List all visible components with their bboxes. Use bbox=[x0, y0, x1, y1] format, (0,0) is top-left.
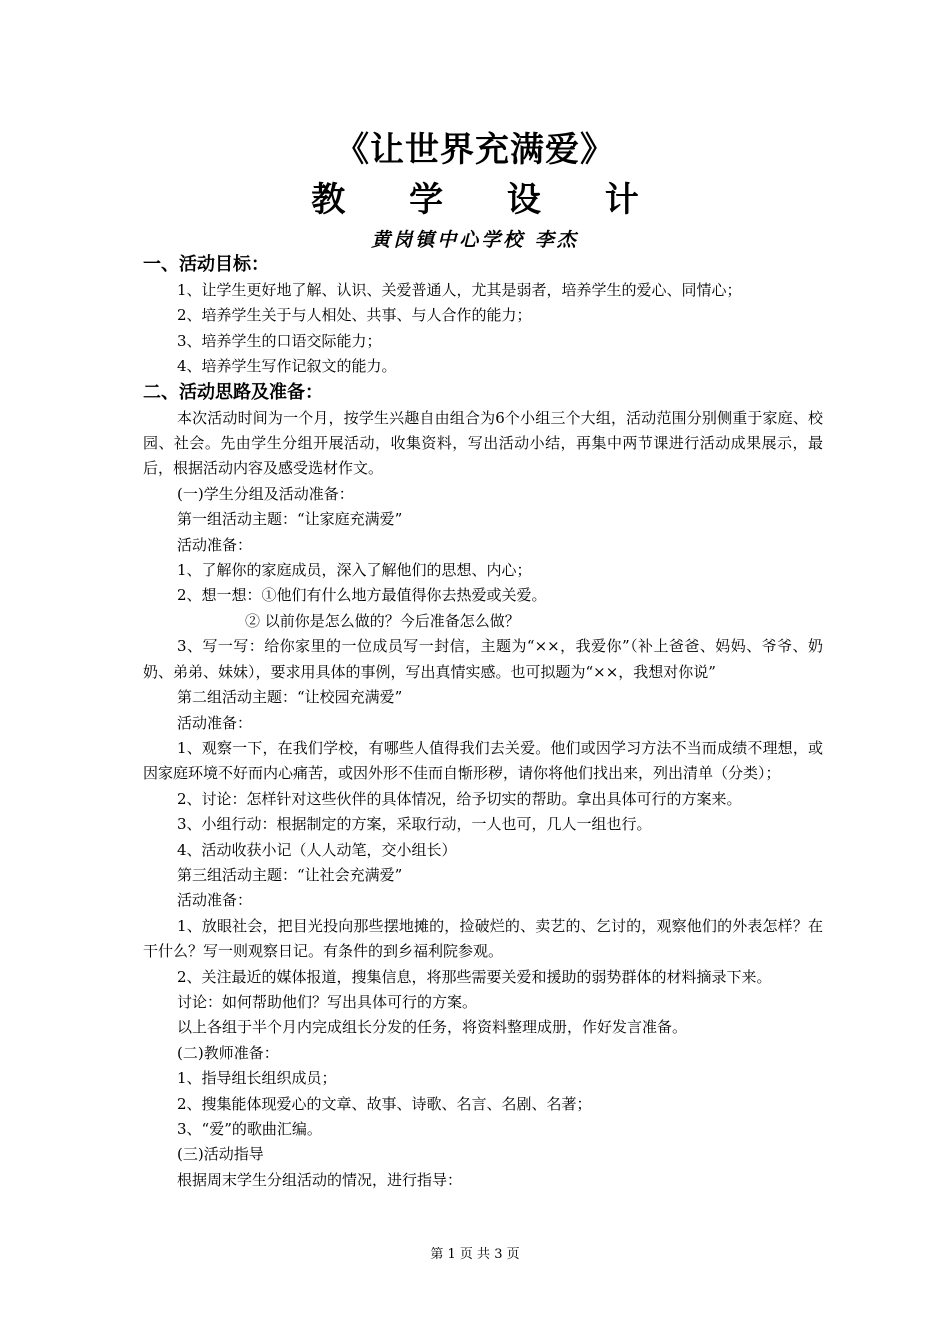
section-heading-plan: 二、活动思路及准备： bbox=[143, 381, 323, 403]
paragraph: 2、讨论：怎样针对这些伙伴的具体情况，给予切实的帮助。拿出具体可行的方案来。 bbox=[177, 789, 742, 808]
paragraph: 2、培养学生关于与人相处、共事、与人合作的能力； bbox=[177, 306, 532, 325]
paragraph: 1、放眼社会，把目光投向那些摆地摊的，捡破烂的、卖艺的、乞讨的，观察他们的外表怎样？在干什么？写一则观察日记。有条件的到乡福利院参观。 bbox=[143, 916, 823, 961]
paragraph: 第三组活动主题：“让社会充满爱” bbox=[177, 865, 403, 884]
paragraph: 4、活动收获小记（人人动笔，交小组长） bbox=[177, 840, 457, 859]
paragraph: 2、想一想：①他们有什么地方最值得你去热爱或关爱。 bbox=[177, 586, 547, 605]
paragraph: 本次活动时间为一个月，按学生兴趣自由组合为6个小组三个大组，活动范围分别侧重于家庭、校园、社会。先由学生分组开展活动，收集资料，写出活动小结，再集中两节课进行活动成果展示，最后，根据活动内容及感受选材作文。 bbox=[143, 408, 823, 478]
paragraph: 2、搜集能体现爱心的文章、故事、诗歌、名言、名剧、名著； bbox=[177, 1094, 592, 1113]
document-title: 《让世界充满爱》 bbox=[335, 130, 615, 170]
paragraph: 4、培养学生写作记叙文的能力。 bbox=[177, 357, 397, 376]
paragraph: (一)学生分组及活动准备： bbox=[177, 484, 354, 503]
document-subtitle: 教 学 设 计 bbox=[311, 180, 665, 220]
paragraph: 3、“爱”的歌曲汇编。 bbox=[177, 1120, 322, 1138]
paragraph: 1、指导组长组织成员； bbox=[177, 1069, 337, 1088]
page-footer: 第 1 页 共 3 页 bbox=[430, 1247, 520, 1262]
document-author: 黄岗镇中心学校 李杰 bbox=[371, 229, 579, 251]
paragraph: (三)活动指导 bbox=[177, 1145, 264, 1164]
paragraph: 第二组活动主题：“让校园充满爱” bbox=[177, 688, 403, 707]
paragraph: 活动准备： bbox=[177, 891, 253, 910]
paragraph: 活动准备： bbox=[177, 713, 253, 732]
paragraph: 3、写一写：给你家里的一位成员写一封信，主题为“××，我爱你”（补上爸爸、妈妈、爷爷、奶奶、弟弟、妹妹），要求用具体的事例，写出真情实感。也可拟题为“××，我想对你说” bbox=[143, 637, 823, 681]
paragraph: 3、培养学生的口语交际能力； bbox=[177, 331, 382, 350]
paragraph: 1、了解你的家庭成员，深入了解他们的思想、内心； bbox=[177, 561, 532, 580]
paragraph: (二)教师准备： bbox=[177, 1043, 279, 1062]
document-body bbox=[143, 252, 823, 1193]
paragraph: 2、关注最近的媒体报道，搜集信息，将那些需要关爱和援助的弱势群体的材料摘录下来。 bbox=[177, 967, 772, 986]
paragraph: 讨论：如何帮助他们？写出具体可行的方案。 bbox=[177, 992, 478, 1011]
paragraph: 3、小组行动：根据制定的方案，采取行动，一人也可，几人一组也行。 bbox=[177, 815, 652, 834]
paragraph: 根据周末学生分组活动的情况，进行指导： bbox=[177, 1170, 463, 1189]
paragraph: 1、观察一下，在我们学校，有哪些人值得我们去关爱。他们或因学习方法不当而成绩不理想，或因家庭环境不好而内心痛苦，或因外形不佳而自惭形秽，请你将他们找出来，列出清单（分类）； bbox=[143, 738, 823, 783]
paragraph: 活动准备： bbox=[177, 535, 253, 554]
paragraph: 以上各组于半个月内完成组长分发的任务，将资料整理成册，作好发言准备。 bbox=[177, 1018, 688, 1037]
section-heading-goals: 一、活动目标： bbox=[143, 254, 269, 275]
paragraph: 1、让学生更好地了解、认识、关爱普通人，尤其是弱者，培养学生的爱心、同情心； bbox=[177, 281, 742, 299]
paragraph: 第一组活动主题：“让家庭充满爱” bbox=[177, 510, 403, 529]
paragraph: ② 以前你是怎么做的？今后准备怎么做？ bbox=[245, 611, 520, 630]
